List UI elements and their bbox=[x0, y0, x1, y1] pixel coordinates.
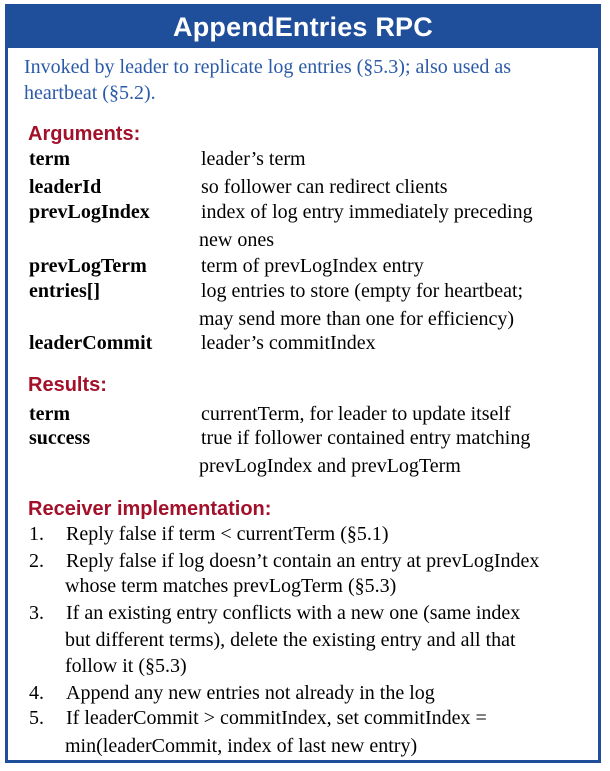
argument-name: leaderId bbox=[29, 176, 102, 198]
step-text: If leaderCommit > commitIndex, set commitIndex = bbox=[66, 707, 487, 729]
argument-desc-continued: new ones bbox=[199, 229, 274, 251]
step-text: Append any new entries not already in the log bbox=[66, 682, 435, 704]
results-heading: Results: bbox=[28, 374, 107, 396]
argument-desc: log entries to store (empty for heartbeat; bbox=[201, 280, 524, 302]
result-name: success bbox=[29, 427, 91, 449]
step-text-continued: but different terms), delete the existing entry and all that bbox=[65, 629, 516, 651]
result-desc-continued: prevLogIndex and prevLogTerm bbox=[199, 455, 461, 477]
step-text-continued: follow it (§5.3) bbox=[65, 655, 187, 677]
step-number: 2. bbox=[29, 550, 44, 572]
result-desc: true if follower contained entry matching bbox=[201, 427, 531, 449]
argument-name: entries[] bbox=[29, 280, 101, 302]
receiver-heading: Receiver implementation: bbox=[28, 498, 272, 520]
result-desc: currentTerm, for leader to update itself bbox=[201, 403, 511, 425]
argument-desc: term of prevLogIndex entry bbox=[201, 255, 424, 277]
argument-desc-continued: may send more than one for efficiency) bbox=[199, 308, 515, 330]
step-text: Reply false if log doesn’t contain an entry at prevLogIndex bbox=[66, 550, 540, 572]
intro-line-1: Invoked by leader to replicate log entries (§5.3); also used as bbox=[24, 56, 512, 78]
step-number: 1. bbox=[29, 523, 44, 545]
argument-desc: so follower can redirect clients bbox=[201, 176, 448, 198]
argument-name: prevLogTerm bbox=[29, 255, 147, 277]
step-text-continued: whose term matches prevLogTerm (§5.3) bbox=[65, 575, 397, 597]
step-number: 3. bbox=[29, 602, 44, 624]
step-number: 4. bbox=[29, 682, 44, 704]
argument-name: term bbox=[29, 148, 71, 170]
argument-desc: leader’s term bbox=[201, 148, 306, 170]
intro-line-2: heartbeat (§5.2). bbox=[24, 82, 156, 104]
step-number: 5. bbox=[29, 707, 44, 729]
arguments-heading: Arguments: bbox=[28, 123, 141, 145]
step-text-continued: min(leaderCommit, index of last new entry) bbox=[65, 735, 418, 757]
argument-desc: leader’s commitIndex bbox=[201, 332, 376, 354]
argument-desc: index of log entry immediately preceding bbox=[201, 201, 533, 223]
intro-text bbox=[24, 54, 574, 106]
result-name: term bbox=[29, 403, 71, 425]
step-text: Reply false if term < currentTerm (§5.1) bbox=[66, 523, 389, 545]
argument-name: leaderCommit bbox=[29, 332, 153, 354]
box-title: AppendEntries RPC bbox=[8, 7, 598, 48]
argument-name: prevLogIndex bbox=[29, 201, 150, 223]
step-text: If an existing entry conflicts with a new one (same index bbox=[66, 602, 521, 624]
